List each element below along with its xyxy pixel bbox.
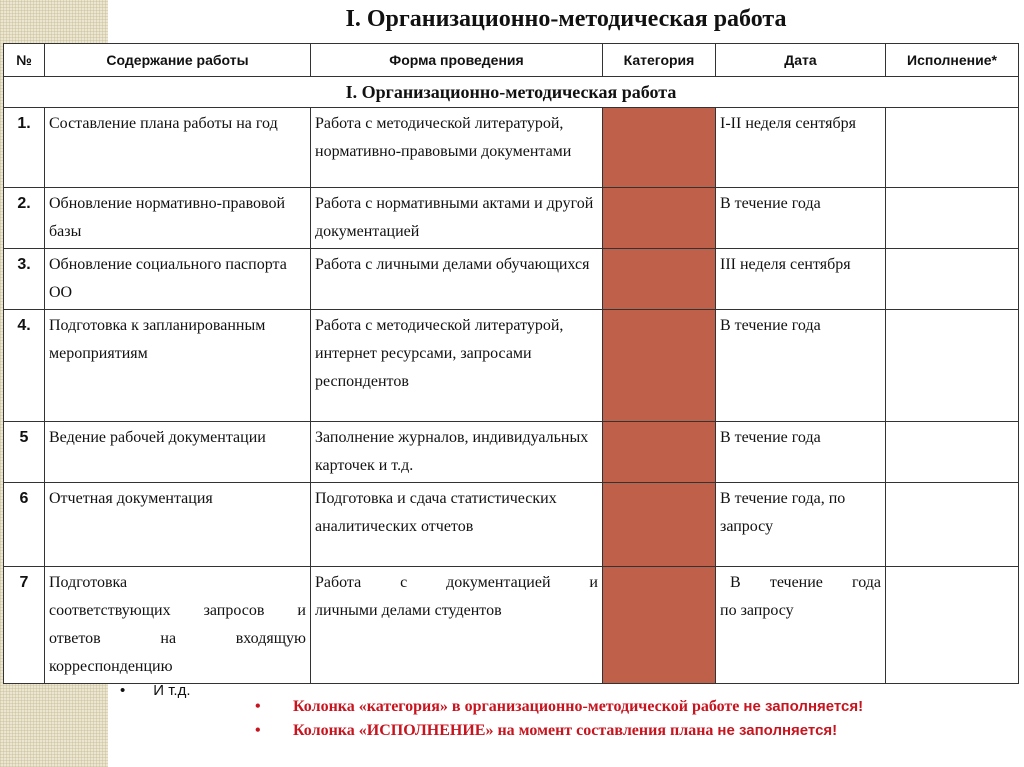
header-form: Форма проведения <box>311 44 603 77</box>
bullet-dot-icon: • <box>255 722 261 739</box>
note-category-emphasis: не заполняется! <box>743 698 864 715</box>
work-content-line: ответов на входящую <box>49 630 306 647</box>
table-row <box>4 483 1019 567</box>
execution-cell <box>886 310 1019 422</box>
table-row <box>4 108 1019 188</box>
bullet-dot-icon: • <box>255 698 261 715</box>
notes-area <box>0 677 1024 767</box>
note-category <box>255 698 863 716</box>
work-plan-table <box>3 43 1019 684</box>
work-date <box>716 567 886 684</box>
note-execution-emphasis: не заполняется! <box>717 722 838 739</box>
execution-cell <box>886 422 1019 483</box>
execution-cell <box>886 483 1019 567</box>
row-number: 6 <box>4 483 45 567</box>
table-row <box>4 188 1019 249</box>
section-row <box>4 77 1019 108</box>
execution-cell <box>886 188 1019 249</box>
bullet-etc-text: И т.д. <box>153 682 191 699</box>
work-date: I-II неделя сентября <box>716 108 886 188</box>
work-date: В течение года <box>716 310 886 422</box>
work-form: Работа с личными делами обучающихся <box>311 249 603 310</box>
category-cell <box>603 249 716 310</box>
work-form: Работа с методической литературой, нормативно-правовыми документами <box>311 108 603 188</box>
note-execution-text: Колонка «ИСПОЛНЕНИЕ» на момент составления плана <box>293 722 718 739</box>
header-content: Содержание работы <box>45 44 311 77</box>
work-date: В течение года <box>716 188 886 249</box>
category-cell <box>603 422 716 483</box>
work-date: В течение года, по запросу <box>716 483 886 567</box>
work-content <box>45 567 311 684</box>
table-row <box>4 249 1019 310</box>
row-number: 5 <box>4 422 45 483</box>
row-number: 2. <box>4 188 45 249</box>
work-content: Ведение рабочей документации <box>45 422 311 483</box>
work-form: Подготовка и сдача статистических аналитических отчетов <box>311 483 603 567</box>
bullet-etc <box>120 682 191 699</box>
execution-cell <box>886 567 1019 684</box>
category-cell <box>603 108 716 188</box>
work-form-line: Работа с документацией и <box>315 574 598 591</box>
work-date-line: В течение года <box>730 574 881 591</box>
table-row <box>4 567 1019 684</box>
execution-cell <box>886 249 1019 310</box>
work-content: Отчетная документация <box>45 483 311 567</box>
category-cell <box>603 483 716 567</box>
table-header-row <box>4 44 1019 77</box>
header-execution: Исполнение* <box>886 44 1019 77</box>
row-number: 3. <box>4 249 45 310</box>
work-form: Работа с методической литературой, интернет ресурсами, запросами респондентов <box>311 310 603 422</box>
header-date: Дата <box>716 44 886 77</box>
category-cell <box>603 567 716 684</box>
work-form: Работа с нормативными актами и другой документацией <box>311 188 603 249</box>
row-number: 7 <box>4 567 45 684</box>
work-content: Обновление нормативно-правовой базы <box>45 188 311 249</box>
section-title: I. Организационно-методическая работа <box>4 77 1019 108</box>
work-form: Заполнение журналов, индивидуальных карточек и т.д. <box>311 422 603 483</box>
work-content-line: корреспонденцию <box>49 658 173 675</box>
slide-title: I. Организационно-методическая работа <box>345 6 787 32</box>
work-date: III неделя сентября <box>716 249 886 310</box>
table-row <box>4 310 1019 422</box>
work-content-line: соответствующих запросов и <box>49 602 306 619</box>
work-content-line: Подготовка <box>49 574 128 591</box>
row-number: 4. <box>4 310 45 422</box>
work-date-line: по запросу <box>720 602 794 619</box>
header-number: № <box>4 44 45 77</box>
work-content: Составление плана работы на год <box>45 108 311 188</box>
work-content: Подготовка к запланированным мероприятиям <box>45 310 311 422</box>
header-category: Категория <box>603 44 716 77</box>
table-row <box>4 422 1019 483</box>
row-number: 1. <box>4 108 45 188</box>
note-category-text: Колонка «категория» в организационно-методической работе <box>293 698 744 715</box>
work-form-line: личными делами студентов <box>315 602 502 619</box>
note-execution <box>255 722 837 740</box>
work-date: В течение года <box>716 422 886 483</box>
category-cell <box>603 188 716 249</box>
bullet-dot-icon: • <box>120 682 126 699</box>
execution-cell <box>886 108 1019 188</box>
category-cell <box>603 310 716 422</box>
work-form <box>311 567 603 684</box>
work-content: Обновление социального паспорта ОО <box>45 249 311 310</box>
